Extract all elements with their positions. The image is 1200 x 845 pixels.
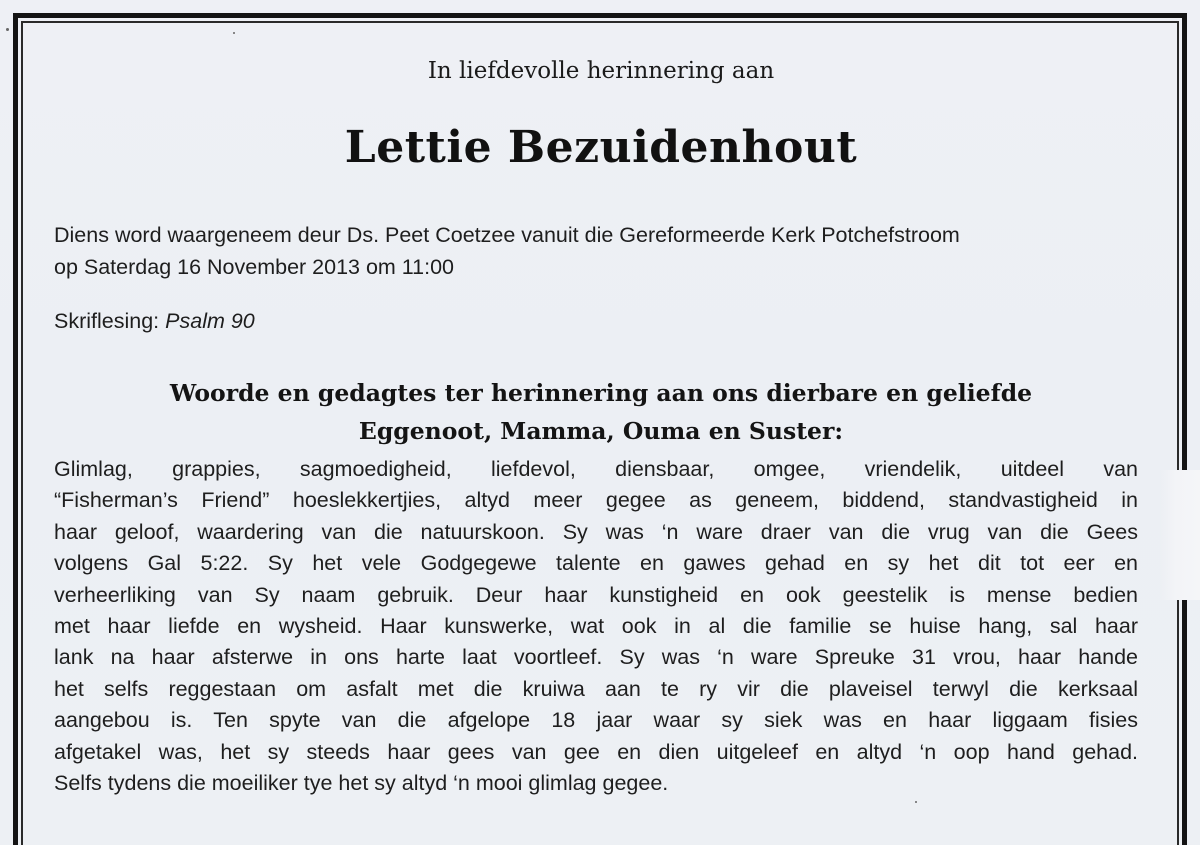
tribute-line: Glimlag, grappies, sagmoedigheid, liefdevol, diensbaar, omgee, vriendelik, uitdeel van (54, 457, 1138, 481)
service-line-2: op Saterdag 16 November 2013 om 11:00 (54, 255, 455, 279)
scripture-reference: Psalm 90 (165, 309, 255, 333)
tribute-heading-line-2: Eggenoot, Mamma, Ouma en Suster: (358, 417, 844, 445)
tribute-line: het selfs reggestaan om asfalt met die kruiwa aan te ry vir die plaveisel terwyl die kerksaal (54, 676, 1138, 701)
tribute-paragraph (54, 454, 1138, 799)
service-line-1: Diens word waargeneem deur Ds. Peet Coetzee vanuit die Gereformeerde Kerk Potchefstroom (54, 223, 960, 247)
tribute-line: Selfs tydens die moeiliker tye het sy altyd ‘n mooi glimlag gegee. (54, 770, 669, 795)
scan-speck (6, 28, 9, 31)
tribute-line: volgens Gal 5:22. Sy het vele Godgegewe talente en gawes gehad en sy het dit tot eer en (54, 551, 1138, 576)
scan-fold-mark (1160, 470, 1200, 600)
tribute-line: verheerliking van Sy naam gebruik. Deur haar kunstigheid en ook geestelik is mense bedien (54, 582, 1138, 607)
scripture-label: Skriflesing: (54, 309, 160, 333)
tribute-line: haar geloof, waardering van die natuurskoon. Sy was ‘n ware draer van die vrug van die Gees (54, 519, 1138, 544)
tribute-line: lank na haar afsterwe in ons harte laat voortleef. Sy was ‘n ware Spreuke 31 vrou, haar hande (54, 645, 1138, 670)
deceased-name: Lettie Bezuidenhout (344, 122, 858, 173)
scan-speck (233, 32, 235, 34)
scripture-reading (54, 305, 255, 337)
tribute-line: afgetakel was, het sy steeds haar gees van gee en dien uitgeleef en altyd ‘n oop hand gehad. (54, 739, 1138, 764)
tribute-line: “Fisherman’s Friend” hoeslekkertjies, altyd meer gegee as geneem, biddend, standvastigheid in (54, 488, 1138, 513)
tribute-heading (54, 374, 1148, 450)
service-details (54, 219, 1154, 283)
tribute-line: aangebou is. Ten spyte van die afgelope 18 jaar waar sy siek was en haar liggaam fisies (54, 708, 1138, 733)
scan-speck (915, 801, 917, 803)
tribute-line: met haar liefde en wysheid. Haar kunswerke, wat ook in al die familie se huise hang, sal haar (54, 613, 1138, 638)
tribute-heading-line-1: Woorde en gedagtes ter herinnering aan ons dierbare en geliefde (169, 379, 1033, 407)
memorial-subtitle: In liefdevolle herinnering aan (427, 58, 775, 84)
